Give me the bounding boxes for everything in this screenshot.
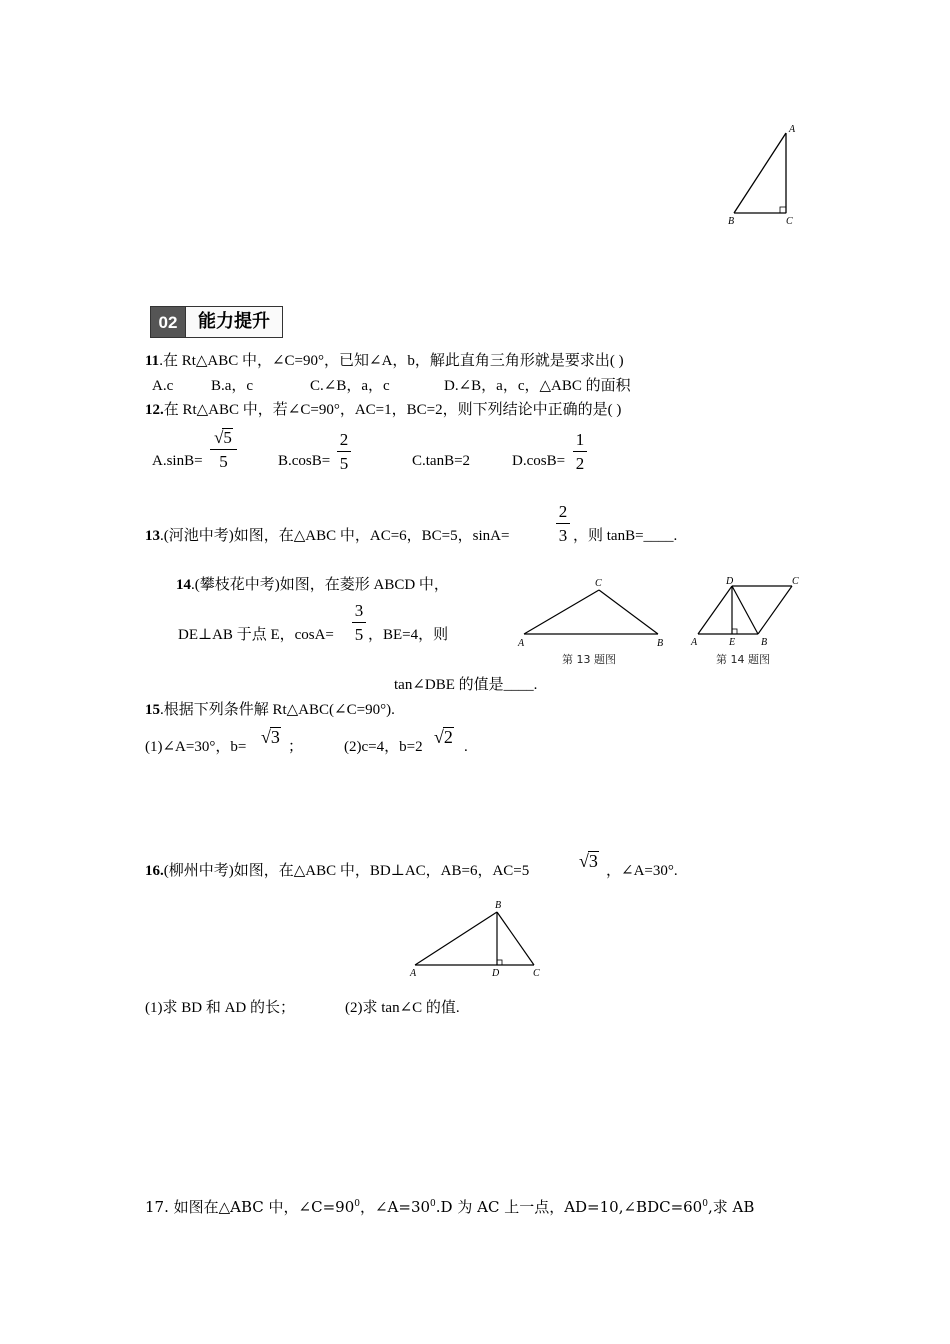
q12-option-d-prefix: D.cosB= <box>512 453 566 469</box>
q12-stem <box>145 403 621 418</box>
fig-top-label-a: A <box>789 124 796 135</box>
q15-part2-prefix: (2)c=4，b=2 <box>344 739 423 755</box>
figure-16 <box>403 897 553 982</box>
q16-sqrt: √3 <box>579 851 598 871</box>
q12-option-b-prefix: B.cosB= <box>278 453 331 469</box>
section-badge-title: 能力提升 <box>186 306 283 338</box>
q12-option-b-fraction <box>337 431 351 472</box>
fig13-label-a: A <box>518 638 525 649</box>
q11-option-a: A.c <box>152 378 174 394</box>
q13-frac-num: 2 <box>558 502 568 521</box>
fig-top-label-b: B <box>728 216 735 227</box>
q15-part2-sqrt: √2 <box>434 727 453 747</box>
fig13-label-b: B <box>657 638 664 649</box>
fig14-label-e: E <box>729 637 736 648</box>
q13-fraction <box>556 503 570 544</box>
q12-option-a-radicand: 5 <box>223 428 232 447</box>
q14-line3: tan∠DBE 的值是____. <box>394 677 538 693</box>
q12-option-d-den: 2 <box>575 454 585 473</box>
q15-part2-tail: . <box>464 739 468 755</box>
q11-option-b: B.a，c <box>211 378 254 394</box>
q16-stem <box>145 864 529 879</box>
q15-part1-sqrt: √3 <box>261 727 280 747</box>
q11-option-c: C.∠B，a，c <box>310 378 390 394</box>
q16-radicand: 3 <box>588 851 598 871</box>
q11-text: .在 Rt△ABC 中，∠C=90°，已知∠A，b，解此直角三角形就是要求出( ) <box>159 353 624 369</box>
q16-part1: (1)求 BD 和 AD 的长； <box>145 1000 295 1016</box>
q14-frac-den: 5 <box>354 625 364 644</box>
q16-part2: (2)求 tan∠C 的值. <box>345 1000 460 1016</box>
q15-part1-tail: ； <box>288 739 304 755</box>
q11-number: 11 <box>145 353 160 369</box>
q12-option-d-fraction <box>573 431 587 472</box>
q15-stem <box>145 703 395 718</box>
q12-option-b-den: 5 <box>339 454 349 473</box>
q11-stem <box>145 354 624 369</box>
q17-text <box>145 1200 754 1215</box>
q14-line1 <box>176 578 449 593</box>
fig14-caption: 第 14 题图 <box>716 653 770 666</box>
q12-option-c: C.tanB=2 <box>412 453 471 469</box>
q17-sup3: 0 <box>702 1199 708 1209</box>
fig-top-label-c: C <box>786 216 793 227</box>
q14-line2-prefix: DE⊥AB 于点 E，cosA= <box>178 627 334 643</box>
fig16-label-d: D <box>492 968 500 979</box>
q16-number: 16. <box>145 863 164 879</box>
q13-frac-den: 3 <box>558 526 568 545</box>
q13-stem <box>145 529 509 544</box>
q16-text: (柳州中考)如图，在△ABC 中，BD⊥AC，AB=6，AC=5 <box>163 863 530 879</box>
figure-14 <box>684 574 814 671</box>
q11-option-d: D.∠B，a，c，△ABC 的面积 <box>444 378 631 394</box>
fig16-label-b: B <box>495 900 502 911</box>
section-badge-number: 02 <box>150 306 186 338</box>
fig13-caption: 第 13 题图 <box>562 653 616 666</box>
q14-text1: .(攀枝花中考)如图，在菱形 ABCD 中， <box>191 577 449 593</box>
top-triangle-figure <box>720 120 810 230</box>
fig16-label-a: A <box>410 968 417 979</box>
fig13-label-c: C <box>595 578 602 589</box>
q15-part1-prefix: (1)∠A=30°，b= <box>145 739 247 755</box>
fig14-label-a: A <box>691 637 698 648</box>
q17-sup1: 0 <box>354 1199 360 1209</box>
q15-part1-radicand: 3 <box>270 727 280 747</box>
q14-fraction <box>352 602 366 643</box>
q14-number: 14 <box>176 577 191 593</box>
q17-part-a: 17. 如图在△ABC 中，∠C=90 <box>145 1198 355 1216</box>
q12-text: 在 Rt△ABC 中，若∠C=90°，AC=1，BC=2，则下列结论中正确的是( ) <box>163 402 622 418</box>
q14-frac-num: 3 <box>354 601 364 620</box>
q17-part-b: ，∠A=30 <box>359 1198 431 1216</box>
figure-13 <box>512 576 672 671</box>
q12-option-a-prefix: A.sinB= <box>152 453 203 469</box>
q13-text: .(河池中考)如图，在△ABC 中，AC=6，BC=5，sinA= <box>160 528 510 544</box>
q12-option-a-fraction: √5 5 <box>210 428 237 470</box>
fig14-label-d: D <box>726 576 734 587</box>
q15-part2-radicand: 2 <box>443 727 453 747</box>
q13-number: 13 <box>145 528 160 544</box>
fig14-label-c: C <box>792 576 799 587</box>
q14-line2-tail: ，BE=4，则 <box>368 627 449 643</box>
section-badge <box>150 306 283 338</box>
q13-tail: ，则 tanB=____. <box>573 528 678 544</box>
q12-option-b-num: 2 <box>339 430 349 449</box>
q17-sup2: 0 <box>430 1199 436 1209</box>
q15-number: 15 <box>145 702 160 718</box>
q17-part-d: ,求 AB <box>707 1198 755 1216</box>
q16-tail: ，∠A=30°. <box>606 863 678 879</box>
fig14-label-b: B <box>761 637 768 648</box>
q12-option-a-den: 5 <box>219 452 228 471</box>
q12-option-d-num: 1 <box>575 430 585 449</box>
q12-number: 12. <box>145 402 164 418</box>
q17-part-c: .D 为 AC 上一点，AD=10,∠BDC=60 <box>435 1198 703 1216</box>
fig16-label-c: C <box>533 968 540 979</box>
q15-text: .根据下列条件解 Rt△ABC(∠C=90°). <box>160 702 395 718</box>
